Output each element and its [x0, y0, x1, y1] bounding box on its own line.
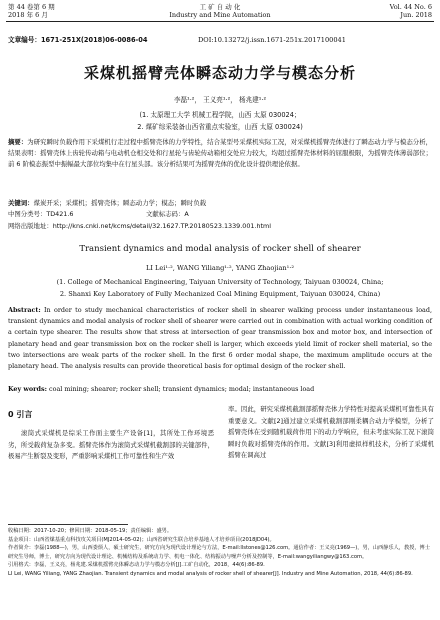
header-date-en: Jun. 2018	[400, 11, 432, 19]
abstract-cn	[8, 137, 432, 171]
header-volume-issue: 第 44 卷第 6 期	[8, 3, 55, 11]
affiliation-cn-2: 2. 煤矿综采装备山西省重点实验室，山西 太原 030024)	[137, 123, 303, 131]
affiliation-cn-1: (1. 太原理工大学 机械工程学院，山西 太原 030024；	[139, 111, 301, 119]
footnote-citation-cn: 引用格式：李磊，王义亮，杨兆建.采煤机摇臂壳体瞬态动力学与模态分析[J].工矿自动化，2018，44(6):86-89.	[8, 562, 265, 569]
keywords-cn-label: 关键词：	[8, 199, 34, 207]
keywords-en-text: coal mining; shearer; rocker shell; transient dynamics; modal; instantaneous load	[49, 385, 315, 393]
footnote-author-bio: 作者简介：李磊(1988—)，男，山西娄烦人，硕士研究生，研究方向为现代设计理论与方法，E-mail:llstones@126.com。通信作者：王义亮(1969—)，男，山西静乐人，教授，博士研究生导师，博士，研究方向为现代设计理论、机械结构及系统动力学、机电一体化、结构振动与噪声分析及控制等，E-mail:wangyiliangwy@163.com。	[8, 545, 430, 560]
header-volume-issue-en: Vol. 44 No. 6	[389, 3, 432, 11]
abstract-en	[8, 305, 432, 372]
abstract-en-text: In order to study mechanical characteristics of rocker shell in shearer walking process under instantaneous load, transient dynamics and modal analysis of rocker shell of shearer were carried out in combination with actual working condition of a certain type shearer. The results show that stress at intersection of gear transmission box and motor box, and intersection of planetary head and gear transmission box on the rocker shell is larger, which exceeds yield limit of rocker shell material, so the two intersections are weak parts of the rocker shell. In the first 6 order modal shape, the maximum amplitude occurs at the planetary head. The analysis results can provide theoretical basis for optimal design of the rocker shell.	[8, 306, 432, 371]
abstract-cn-label: 摘要：	[8, 138, 28, 146]
body-left-column: 滚筒式采煤机是综采工作面主要生产设备[1]，其所处工作环境恶劣，所受载荷复杂多变。摇臂壳体作为滚筒式采煤机截割部的关键部件，极易产生断裂及变形，严重影响采煤机工作可靠性和生产效	[8, 429, 214, 460]
clc-number: 中图分类号：TD421.6	[8, 210, 74, 218]
journal-name	[0, 3, 440, 19]
document-code: 文献标志码：A	[146, 210, 189, 218]
header-volume-en	[390, 3, 432, 19]
title-en: Transient dynamics and modal analysis of rocker shell of shearer	[79, 244, 361, 254]
abstract-en-label: Abstract:	[8, 306, 41, 314]
affiliation-en-1: (1. College of Mechanical Engineering, Taiyuan University of Technology, Taiyuan 030024, China;	[56, 278, 384, 286]
affiliation-en-2: 2. Shanxi Key Laboratory of Fully Mechanized Coal Mining Equipment, Taiyuan 030024, China)	[59, 290, 381, 298]
header-rule	[6, 21, 434, 22]
doi: DOI:10.13272/j.issn.1671-251x.2017100041	[198, 36, 346, 44]
footnote-funding: 基金项目：山西省煤基重点科技攻关项目(MJ2014-05-02)；山西省研究生联合培养基地人才培养项目(2018JD04)。	[8, 536, 275, 543]
body-right-column: 率。因此，研究采煤机截割部摇臂壳体力学特性对提高采煤机可靠性具有重要意义。文献[2]通过建立采煤机截割部刚柔耦合动力学模型，分析了摇臂壳体在受到随机载荷作用下的动力学响应，但未考虑实际工况下滚筒瞬时负载对摇臂壳体的作用。文献[3]利用虚拟样机技术，分析了采煤机摇臂在调高过	[228, 405, 434, 459]
journal-name-cn: 工 矿 自 动 化	[199, 3, 241, 11]
authors-cn: 李磊¹·²， 王义亮¹·²， 杨兆建¹·²	[173, 96, 267, 104]
keywords-en-label: Key words:	[8, 385, 47, 393]
footnotes	[8, 527, 432, 579]
article-id: 文章编号：1671-251X(2018)06-0086-04	[8, 36, 148, 44]
footnote-received: 收稿日期：2017-10-20；修回日期：2018-05-19；责任编辑：盛男。	[8, 528, 173, 534]
journal-name-en: Industry and Mine Automation	[169, 11, 271, 19]
footnote-citation-en: LI Lei, WANG Yiliang, YANG Zhaojian. Transient dynamics and modal analysis of rocker shell of shearer[J]. Industry and Mine Automation, 2018, 44(6):86-89.	[8, 570, 413, 577]
title-cn: 采煤机摇臂壳体瞬态动力学与模态分析	[83, 64, 356, 82]
keywords-en	[8, 384, 432, 395]
abstract-cn-text: 为研究瞬时负载作用下采煤机行走过程中摇臂壳体的力学特性，结合某型号采煤机实际工况，对采煤机摇臂壳体进行了瞬态动力学与模态分析，结果表明：摇臂壳体上齿轮传动箱与电动机仓相交处和行星轮与齿轮传动箱相交处应力较大，均超过摇臂壳体材料的屈服极限，为摇臂壳体薄弱部位；前 6 阶模态振型中振幅最大部位均集中在行星头部。该分析结果可为摇臂壳体的优化设计提供理论依据。	[8, 138, 433, 169]
keywords-cn-text: 煤炭开采；采煤机；摇臂壳体；瞬态动力学；模态；瞬时负载	[33, 199, 207, 207]
keywords-cn	[8, 198, 432, 209]
authors-en: LI Lei¹·², WANG Yiliang¹·², YANG Zhaojian¹·²	[145, 264, 295, 272]
section-heading: 0 引言	[8, 410, 33, 419]
online-publication: 网络出版地址：http://kns.cnki.net/kcms/detail/32.1627.TP.20180523.1339.001.html	[8, 222, 272, 230]
footnote-rule	[8, 524, 128, 525]
header-date: 2018 年 6 月	[8, 11, 48, 19]
